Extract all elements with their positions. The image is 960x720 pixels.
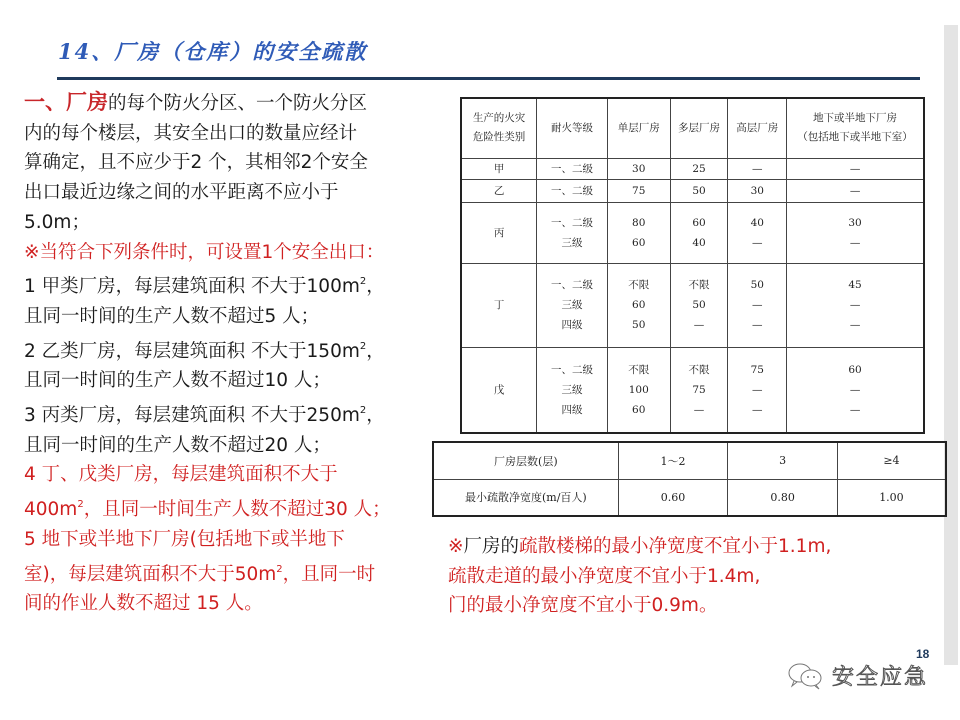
- header-high-rise: 高层厂房: [728, 98, 787, 158]
- table-row: 最小疏散净宽度(m/百人) 0.60 0.80 1.00: [433, 479, 946, 516]
- header-fire-rating: 耐火等级: [537, 98, 608, 158]
- condition-5-line-3: 间的作业人数不超过 15 人。: [24, 593, 263, 615]
- table-row: 戊 一、二级 三级 四级 不限 100 60 不限 75 — 75 — — 60 — —: [461, 347, 924, 433]
- watermark: [786, 660, 928, 691]
- table-header-row: [461, 98, 924, 158]
- page-number: 18: [916, 647, 930, 661]
- section-keyword: 厂房: [66, 90, 108, 114]
- condition-5-line-1: 5 地下或半地下厂房(包括地下或半地下: [24, 528, 345, 550]
- intro-line-3: 算确定，且不应少于2 个，其相邻2个安全: [24, 152, 368, 174]
- header-hazard-category: 生产的火灾 危险性类别: [461, 98, 537, 158]
- slide-title: 14、厂房（仓库）的安全疏散: [58, 39, 368, 64]
- condition-1-line-2: 且同一时间的生产人数不超过5 人；: [24, 305, 320, 327]
- table-row: 厂房层数(层) 1～2 3 ≥4: [433, 442, 946, 479]
- table-row: 乙 一、二级 75 50 30 —: [461, 179, 924, 202]
- condition-4-line-1: 4 丁、戊类厂房，每层建筑面积不大于: [24, 464, 338, 486]
- header-multi-story: 多层厂房: [670, 98, 728, 158]
- evacuation-width-note: [448, 532, 948, 621]
- evacuation-width-table: [432, 441, 947, 517]
- condition-intro: ※当符合下列条件时，可设置1个安全出口：: [24, 241, 385, 263]
- fire-compartment-distance-table: [460, 97, 925, 434]
- watermark-text: 安全应急: [832, 665, 929, 690]
- condition-2-line-2: 且同一时间的生产人数不超过10 人；: [24, 370, 331, 392]
- note-line-3: 门的最小净宽度不宜小于0.9m。: [448, 595, 718, 616]
- note-line-2: 疏散走道的最小净宽度不宜小于1.4m,: [448, 565, 761, 587]
- condition-2-line-1: 2 乙类厂房，每层建筑面积 不大于$150m^2$，: [24, 340, 385, 362]
- intro-line-1: 一、厂房的每个防火分区、一个防火分区: [24, 90, 368, 114]
- condition-4-line-2: $400m^2$，且同一时间生产人数不超过30 人；: [24, 499, 391, 521]
- section-number: 一、: [24, 90, 66, 114]
- header-underground: 地下或半地下厂房 （包括地下或半地下室）: [787, 98, 924, 158]
- condition-3-line-2: 且同一时间的生产人数不超过20 人；: [24, 434, 331, 456]
- table-row: 丁 一、二级 三级 四级 不限 60 50 不限 50 — 50 — — 45 — —: [461, 263, 924, 347]
- left-text-block: [24, 88, 454, 619]
- header-single-story: 单层厂房: [607, 98, 670, 158]
- wechat-icon: [786, 661, 826, 691]
- intro-line-2: 内的每个楼层，其安全出口的数量应经计: [24, 122, 358, 144]
- intro-line-4: 出口最近边缘之间的水平距离不应小于: [24, 182, 339, 204]
- condition-5-line-2: 室)，每层建筑面积不大于$50m^2$，且同一时: [24, 563, 376, 585]
- table-row: 甲 一、二级 30 25 — —: [461, 158, 924, 179]
- condition-1-line-1: 1 甲类厂房，每层建筑面积 不大于$100m^2$，: [24, 276, 385, 298]
- note-line-1: ※厂房的疏散楼梯的最小净宽度不宜小于1.1m,: [448, 536, 832, 557]
- title-underline: [57, 77, 920, 80]
- intro-line-5: 5.0m；: [24, 211, 90, 233]
- table-row: 丙 一、二级 三级 80 60 60 40 40 — 30 —: [461, 202, 924, 263]
- condition-3-line-1: 3 丙类厂房，每层建筑面积 不大于$250m^2$，: [24, 405, 385, 427]
